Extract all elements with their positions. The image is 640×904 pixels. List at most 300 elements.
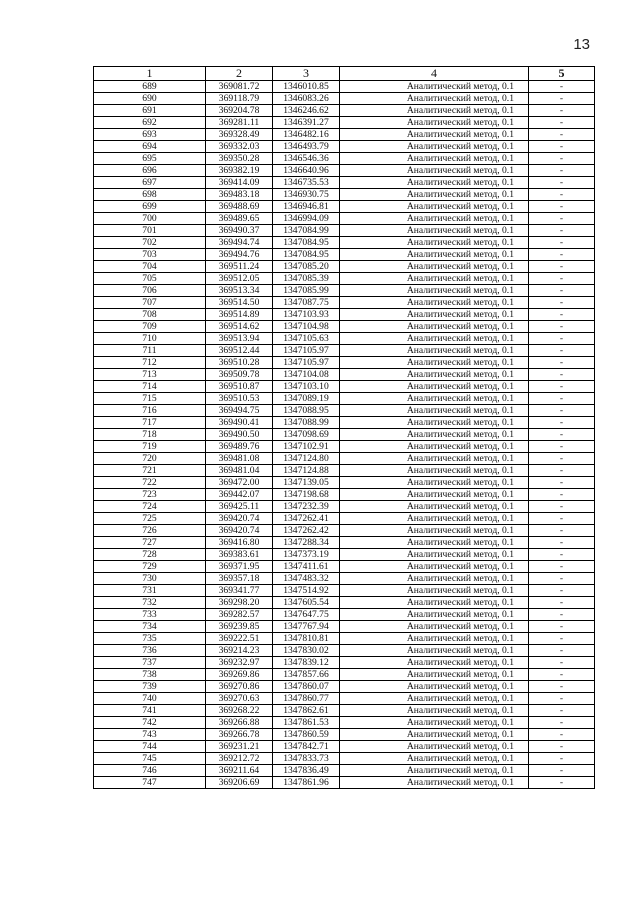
table-row [94,369,595,381]
table-cell: 369489.65 [206,213,273,225]
table-cell: Аналитический метод, 0.1 [340,417,529,429]
table-cell: 1347105.97 [273,357,340,369]
table-cell: Аналитический метод, 0.1 [340,693,529,705]
table-row [94,657,595,669]
table-cell: 369494.76 [206,249,273,261]
table-row [94,285,595,297]
table-cell: - [529,465,595,477]
table-cell: 700 [94,213,206,225]
table-row [94,225,595,237]
table-cell: - [529,765,595,777]
table-row [94,489,595,501]
table-row [94,501,595,513]
table-cell: 710 [94,333,206,345]
table-cell: 693 [94,129,206,141]
table-cell: 369204.78 [206,105,273,117]
column-header: 3 [273,67,340,81]
table-cell: 736 [94,645,206,657]
table-cell: - [529,573,595,585]
table-row [94,597,595,609]
table-cell: - [529,501,595,513]
table-cell: 369510.87 [206,381,273,393]
table-cell: 369266.78 [206,729,273,741]
table-cell: 722 [94,477,206,489]
table-cell: 369472.00 [206,477,273,489]
table-cell: 1347103.93 [273,309,340,321]
table-cell: 735 [94,633,206,645]
table-cell: - [529,693,595,705]
table-cell: - [529,141,595,153]
table-cell: - [529,201,595,213]
table-cell: - [529,561,595,573]
table-cell: 1347833.73 [273,753,340,765]
table-cell: Аналитический метод, 0.1 [340,477,529,489]
table-cell: 369481.08 [206,453,273,465]
table-cell: 369481.04 [206,465,273,477]
table-cell: 726 [94,525,206,537]
table-cell: - [529,717,595,729]
table-cell: 701 [94,225,206,237]
table-cell: 1347088.95 [273,405,340,417]
table-cell: 725 [94,513,206,525]
table-cell: 1347514.92 [273,585,340,597]
table-cell: 369509.78 [206,369,273,381]
table-cell: 369489.76 [206,441,273,453]
table-cell: - [529,405,595,417]
table-cell: Аналитический метод, 0.1 [340,237,529,249]
table-cell: 369490.41 [206,417,273,429]
table-cell: 369081.72 [206,81,273,93]
table-cell: 1347830.02 [273,645,340,657]
table-cell: Аналитический метод, 0.1 [340,753,529,765]
table-cell: 369512.05 [206,273,273,285]
table-cell: 369211.64 [206,765,273,777]
table-cell: Аналитический метод, 0.1 [340,405,529,417]
table-cell: 703 [94,249,206,261]
table-row [94,573,595,585]
table-cell: Аналитический метод, 0.1 [340,153,529,165]
table-cell: Аналитический метод, 0.1 [340,429,529,441]
table-cell: 369512.44 [206,345,273,357]
table-cell: - [529,633,595,645]
table-cell: 1347860.07 [273,681,340,693]
table-row [94,777,595,789]
table-row [94,429,595,441]
table-cell: 1347262.41 [273,513,340,525]
table-cell: - [529,645,595,657]
table-cell: 737 [94,657,206,669]
table-cell: 1347198.68 [273,489,340,501]
table-cell: Аналитический метод, 0.1 [340,249,529,261]
table-cell: - [529,537,595,549]
table-cell: Аналитический метод, 0.1 [340,669,529,681]
table-cell: 714 [94,381,206,393]
table-cell: Аналитический метод, 0.1 [340,717,529,729]
table-cell: 746 [94,765,206,777]
table-cell: - [529,393,595,405]
table-cell: 1347084.95 [273,237,340,249]
table-cell: 718 [94,429,206,441]
table-cell: - [529,225,595,237]
table-cell: 1347857.66 [273,669,340,681]
table-cell: 369232.97 [206,657,273,669]
table-cell: 369341.77 [206,585,273,597]
table-cell: 369513.94 [206,333,273,345]
table-cell: - [529,177,595,189]
table-cell: 734 [94,621,206,633]
table-cell: 1346083.26 [273,93,340,105]
table-cell: 715 [94,393,206,405]
table-cell: 689 [94,81,206,93]
table-cell: Аналитический метод, 0.1 [340,177,529,189]
table-cell: 1347084.95 [273,249,340,261]
table-cell: 369239.85 [206,621,273,633]
table-cell: - [529,441,595,453]
table-row [94,477,595,489]
table-cell: Аналитический метод, 0.1 [340,105,529,117]
table-cell: - [529,237,595,249]
table-cell: 1347605.54 [273,597,340,609]
table-row [94,81,595,93]
table-cell: - [529,369,595,381]
table-row [94,561,595,573]
table-cell: Аналитический метод, 0.1 [340,333,529,345]
table-row [94,633,595,645]
table-cell: 369212.72 [206,753,273,765]
column-header: 5 [529,67,595,81]
table-row [94,105,595,117]
table-cell: Аналитический метод, 0.1 [340,705,529,717]
table-cell: - [529,153,595,165]
table-cell: 745 [94,753,206,765]
table-cell: Аналитический метод, 0.1 [340,297,529,309]
table-cell: 1347373.19 [273,549,340,561]
table-cell: - [529,609,595,621]
table-cell: 707 [94,297,206,309]
table-cell: 708 [94,309,206,321]
table-cell: Аналитический метод, 0.1 [340,537,529,549]
table-row [94,273,595,285]
table-cell: - [529,333,595,345]
table-cell: 743 [94,729,206,741]
table-cell: 724 [94,501,206,513]
column-header: 4 [340,67,529,81]
table-cell: 1347647.75 [273,609,340,621]
table-cell: 369442.07 [206,489,273,501]
table-row [94,537,595,549]
table-cell: 738 [94,669,206,681]
table-cell: 728 [94,549,206,561]
table-cell: Аналитический метод, 0.1 [340,657,529,669]
table-cell: 1347085.20 [273,261,340,273]
table-cell: 1347124.88 [273,465,340,477]
table-cell: Аналитический метод, 0.1 [340,633,529,645]
table-row [94,405,595,417]
table-cell: 369332.03 [206,141,273,153]
table-cell: Аналитический метод, 0.1 [340,93,529,105]
table-cell: 1347860.77 [273,693,340,705]
table-row [94,201,595,213]
table-cell: 369511.24 [206,261,273,273]
table-row [94,333,595,345]
table-cell: 1347104.98 [273,321,340,333]
table-cell: 369270.63 [206,693,273,705]
table-row [94,621,595,633]
table-cell: Аналитический метод, 0.1 [340,369,529,381]
table-cell: Аналитический метод, 0.1 [340,225,529,237]
table-cell: 1347411.61 [273,561,340,573]
table-cell: 1347232.39 [273,501,340,513]
table-row [94,117,595,129]
table-cell: 1346994.09 [273,213,340,225]
table-cell: 730 [94,573,206,585]
table-cell: 1346391.27 [273,117,340,129]
table-cell: 369514.62 [206,321,273,333]
table-row [94,729,595,741]
table-cell: 706 [94,285,206,297]
table-row [94,609,595,621]
table-cell: 369270.86 [206,681,273,693]
table-cell: Аналитический метод, 0.1 [340,549,529,561]
table-cell: 369268.22 [206,705,273,717]
table-cell: 1347860.59 [273,729,340,741]
table-cell: 369514.89 [206,309,273,321]
table-cell: - [529,753,595,765]
table-cell: 369510.53 [206,393,273,405]
table-cell: 1347098.69 [273,429,340,441]
table-cell: 1347836.49 [273,765,340,777]
table-cell: 1347105.97 [273,345,340,357]
table-cell: Аналитический метод, 0.1 [340,345,529,357]
table-cell: 1346946.81 [273,201,340,213]
table-cell: 1346493.79 [273,141,340,153]
table-body [94,81,595,789]
table-cell: 1347139.05 [273,477,340,489]
table-cell: 369494.75 [206,405,273,417]
table-cell: 711 [94,345,206,357]
table-row [94,237,595,249]
table-row [94,549,595,561]
table-cell: - [529,549,595,561]
table-row [94,717,595,729]
table-cell: Аналитический метод, 0.1 [340,621,529,633]
table-cell: Аналитический метод, 0.1 [340,741,529,753]
table-cell: - [529,729,595,741]
table-row [94,753,595,765]
table-cell: 369416.80 [206,537,273,549]
table-cell: Аналитический метод, 0.1 [340,513,529,525]
table-cell: 369513.34 [206,285,273,297]
table-cell: Аналитический метод, 0.1 [340,525,529,537]
table-cell: - [529,165,595,177]
table-cell: 713 [94,369,206,381]
table-row [94,213,595,225]
coordinates-table [93,66,595,789]
table-cell: 1346010.85 [273,81,340,93]
table-cell: 1347088.99 [273,417,340,429]
table-cell: 721 [94,465,206,477]
table-row [94,465,595,477]
table-row [94,357,595,369]
table-cell: 717 [94,417,206,429]
table-cell: 1346735.53 [273,177,340,189]
table-cell: Аналитический метод, 0.1 [340,357,529,369]
table-cell: - [529,261,595,273]
table-cell: 369298.20 [206,597,273,609]
table-cell: 369420.74 [206,513,273,525]
table-row [94,441,595,453]
table-cell: - [529,477,595,489]
table-cell: - [529,705,595,717]
table-cell: 691 [94,105,206,117]
table-cell: - [529,741,595,753]
table-cell: 719 [94,441,206,453]
table-cell: 369490.50 [206,429,273,441]
table-cell: 1346640.96 [273,165,340,177]
table-cell: 696 [94,165,206,177]
table-cell: 740 [94,693,206,705]
table-cell: - [529,345,595,357]
table-cell: 1347085.39 [273,273,340,285]
table-cell: 1346546.36 [273,153,340,165]
table-cell: 741 [94,705,206,717]
table-cell: Аналитический метод, 0.1 [340,213,529,225]
table-cell: 369383.61 [206,549,273,561]
table-row [94,249,595,261]
column-header: 1 [94,67,206,81]
table-cell: 1347861.53 [273,717,340,729]
table-cell: 369269.86 [206,669,273,681]
table-cell: Аналитический метод, 0.1 [340,273,529,285]
table-cell: 369281.11 [206,117,273,129]
table-cell: - [529,429,595,441]
table-cell: 729 [94,561,206,573]
table-cell: Аналитический метод, 0.1 [340,165,529,177]
table-row [94,585,595,597]
table-cell: Аналитический метод, 0.1 [340,285,529,297]
table-cell: - [529,129,595,141]
table-cell: 369118.79 [206,93,273,105]
table-cell: 1347084.99 [273,225,340,237]
table-cell: Аналитический метод, 0.1 [340,261,529,273]
table-cell: 709 [94,321,206,333]
table-cell: Аналитический метод, 0.1 [340,453,529,465]
table-row [94,297,595,309]
table-cell: - [529,453,595,465]
table-cell: 1347103.10 [273,381,340,393]
table-cell: 369214.23 [206,645,273,657]
table-cell: - [529,357,595,369]
table-cell: - [529,657,595,669]
table-cell: 369357.18 [206,573,273,585]
table-cell: 733 [94,609,206,621]
table-cell: 369414.09 [206,177,273,189]
table-cell: 720 [94,453,206,465]
table-cell: 1347089.19 [273,393,340,405]
table-cell: 1347102.91 [273,441,340,453]
table-cell: - [529,777,595,789]
table-cell: 1347862.61 [273,705,340,717]
table-cell: 1347105.63 [273,333,340,345]
table-cell: Аналитический метод, 0.1 [340,465,529,477]
table-cell: Аналитический метод, 0.1 [340,777,529,789]
table-cell: 1346482.16 [273,129,340,141]
table-cell: 723 [94,489,206,501]
table-row [94,525,595,537]
table-row [94,309,595,321]
table-cell: 690 [94,93,206,105]
table-row [94,765,595,777]
table-cell: - [529,525,595,537]
table-row [94,189,595,201]
table-row [94,741,595,753]
table-row [94,153,595,165]
table-cell: 712 [94,357,206,369]
table-cell: - [529,513,595,525]
table-cell: 1347861.96 [273,777,340,789]
table-cell: 1346246.62 [273,105,340,117]
table-cell: 1347087.75 [273,297,340,309]
table-cell: 1347842.71 [273,741,340,753]
table-row [94,165,595,177]
table-cell: - [529,213,595,225]
table-row [94,381,595,393]
table-row [94,345,595,357]
table-cell: Аналитический метод, 0.1 [340,141,529,153]
table-cell: 369371.95 [206,561,273,573]
table-cell: Аналитический метод, 0.1 [340,441,529,453]
table-cell: - [529,381,595,393]
table-cell: 369328.49 [206,129,273,141]
table-cell: 1347085.99 [273,285,340,297]
table-cell: 699 [94,201,206,213]
table-row [94,453,595,465]
table-cell: - [529,681,595,693]
table-cell: - [529,189,595,201]
column-header: 2 [206,67,273,81]
table-cell: Аналитический метод, 0.1 [340,501,529,513]
table-cell: 1347262.42 [273,525,340,537]
table-cell: 1346930.75 [273,189,340,201]
table-cell: Аналитический метод, 0.1 [340,645,529,657]
table-cell: 698 [94,189,206,201]
table-cell: 702 [94,237,206,249]
table-cell: Аналитический метод, 0.1 [340,765,529,777]
table-row [94,177,595,189]
table-row [94,129,595,141]
table-cell: 1347839.12 [273,657,340,669]
table-cell: - [529,81,595,93]
table-cell: 705 [94,273,206,285]
table-cell: Аналитический метод, 0.1 [340,585,529,597]
table-cell: - [529,669,595,681]
table-cell: 369425.11 [206,501,273,513]
table-cell: 369420.74 [206,525,273,537]
table-cell: 369222.51 [206,633,273,645]
table-row [94,321,595,333]
table-row [94,513,595,525]
table-cell: - [529,285,595,297]
table-cell: - [529,117,595,129]
table-row [94,141,595,153]
table-cell: 704 [94,261,206,273]
table-cell: - [529,297,595,309]
table-cell: Аналитический метод, 0.1 [340,597,529,609]
table-cell: Аналитический метод, 0.1 [340,393,529,405]
table-cell: 369231.21 [206,741,273,753]
table-cell: 697 [94,177,206,189]
table-row [94,705,595,717]
